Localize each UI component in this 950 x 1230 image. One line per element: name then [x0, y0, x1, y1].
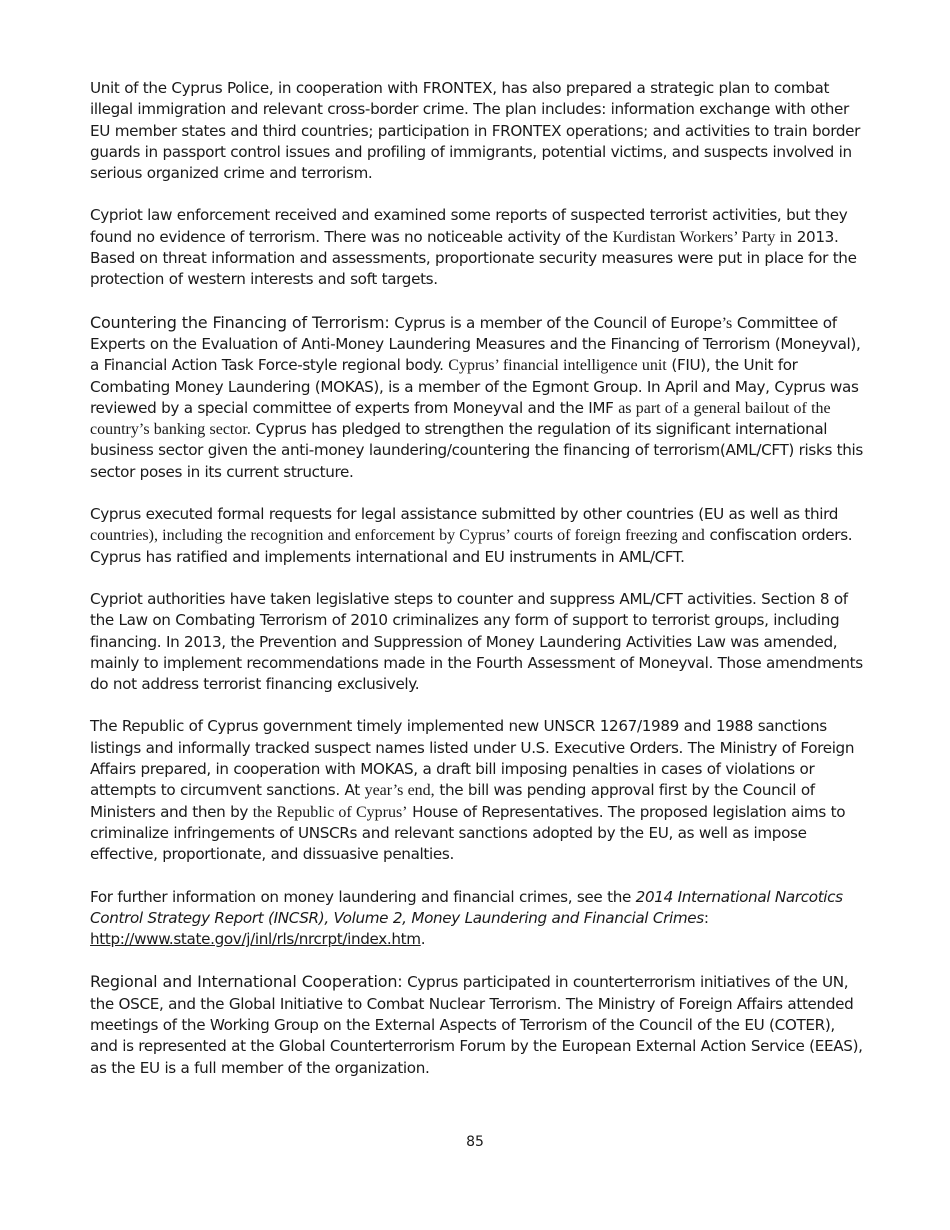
paragraph-text: the bill was pending approval first by the Council of Ministers and then by — [90, 781, 815, 821]
paragraph-text: For further information on money laundering and financial crimes, see the — [90, 887, 636, 906]
paragraph-legislative-steps — [90, 589, 865, 695]
paragraph-countering-financing — [90, 312, 865, 483]
paragraph-text-serif: Kurdistan Workers’ Party in — [612, 228, 793, 246]
paragraph-text: Cyprus executed formal requests for legal assistance submitted by other countries (EU as well as third — [90, 505, 839, 524]
paragraph-legal-assistance — [90, 504, 865, 568]
paragraph-text: Cyprus has pledged to strengthen the regulation of its significant international business sector given the anti-money laundering/countering the financing of terrorism(AML/CFT) risks this sector poses in its current structure. — [90, 420, 863, 481]
paragraph-law-enforcement — [90, 205, 865, 290]
section-heading-countering-financing: Countering the Financing of Terrorism: — [90, 312, 390, 332]
document-body — [90, 78, 865, 1100]
paragraph-text: The Republic of Cyprus government timely implemented new UNSCR 1267/1989 and 1988 sanctions listings and informally tracked suspect names listed under U.S. Executive Orders. The Ministry of Foreign Affairs prepared, in cooperation with MOKAS, a draft bill imposing penalties in cases of violations or attempts to circumvent sanctions. — [90, 717, 855, 800]
paragraph-regional-cooperation — [90, 971, 865, 1078]
paragraph-text-serif: year’s end, — [364, 782, 435, 800]
page-number: 85 — [466, 1134, 484, 1150]
paragraph-text-serif: as part of a general bailout of the country’s banking sector. — [90, 399, 831, 439]
paragraph-text: Cyprus participated in counterterrorism initiatives of the UN, the OSCE, and the Global Initiative to Combat Nuclear Terrorism. The Ministry of Foreign Affairs attended meetings of the Working Group on the External Aspects of Terrorism of the Council of the EU (COTER), and is represented at the Global Counterterrorism Forum by the European External Action Service (EEAS), as the EU is a full member of the organization. — [90, 973, 863, 1077]
paragraph-text: House of Representatives. The proposed legislation aims to criminalize infringements of UNSCRs and relevant sanctions adopted by the EU, as well as impose effective, proportionate, and dissuasive penalties. — [90, 802, 846, 864]
section-heading-regional-cooperation: Regional and International Cooperation: — [90, 972, 403, 992]
paragraph-text: Unit of the Cyprus Police, in cooperation with FRONTEX, has also prepared a strategic plan to combat illegal immigration and relevant cross-border crime. The plan includes: information exchange with other EU member states and third countries; participation in FRONTEX operations; and activities to train border guards in passport control issues and profiling of immigrants, potential victims, and suspects involved in serious organized crime and terrorism. — [90, 79, 861, 183]
paragraph-text-serif: Cyprus’ financial intelligence unit — [448, 357, 667, 375]
paragraph-text: (FIU), the Unit for Combating Money Laundering (MOKAS), is a member of the Egmont Group. In April and May, Cyprus was reviewed by a special committee of experts from Moneyval and the IMF — [90, 356, 859, 417]
paragraph-text: Cypriot authorities have taken legislative steps to counter and suppress AML/CFT activities. Section 8 of the Law on Combating Terrorism of 2010 criminalizes any form of support to terrorist groups, including financing. In 2013, the Prevention and Suppression of Money Laundering Activities Law was amended, mainly to implement recommendations made in the Fourth Assessment of Moneyval. Those amendments do not address terrorist financing exclusively. — [90, 589, 863, 694]
paragraph-text: At — [344, 781, 365, 800]
paragraph-sanctions — [90, 716, 865, 865]
paragraph-text: confiscation orders. Cyprus has ratified and implements international and EU instruments in AML/CFT. — [90, 526, 853, 566]
paragraph-text-serif: the Republic of Cyprus’ — [252, 803, 408, 821]
paragraph-text: . — [420, 930, 426, 949]
paragraph-text-serif: countries), including the recognition and enforcement by Cyprus’ courts of foreign freezing and — [90, 527, 705, 545]
paragraph-further-information — [90, 887, 865, 951]
report-title: 2014 International Narcotics Control Strategy Report (INCSR), Volume 2, Money Laundering and Financial Crimes — [90, 887, 843, 927]
report-link[interactable]: http://www.state.gov/j/inl/rls/nrcrpt/index.htm — [90, 930, 421, 949]
paragraph-text: : — [703, 908, 709, 927]
paragraph-text: Cyprus is a member of the Council of Europe — [389, 313, 722, 332]
paragraph-text: Cypriot law enforcement received and examined some reports of suspected terrorist activities, but they found no evidence of terrorism. There was no noticeable activity of the — [90, 206, 848, 246]
paragraph-border-security-plan — [90, 78, 865, 184]
paragraph-text-serif: ’s — [721, 314, 733, 332]
paragraph-text: 2013. Based on threat information and assessments, proportionate security measures were put in place for the protection of western interests and soft targets. — [90, 227, 857, 289]
paragraph-text: Committee of Experts on the Evaluation of Anti-Money Laundering Measures and the Financing of Terrorism (Moneyval), a Financial Action Task Force-style regional body. — [90, 313, 861, 375]
